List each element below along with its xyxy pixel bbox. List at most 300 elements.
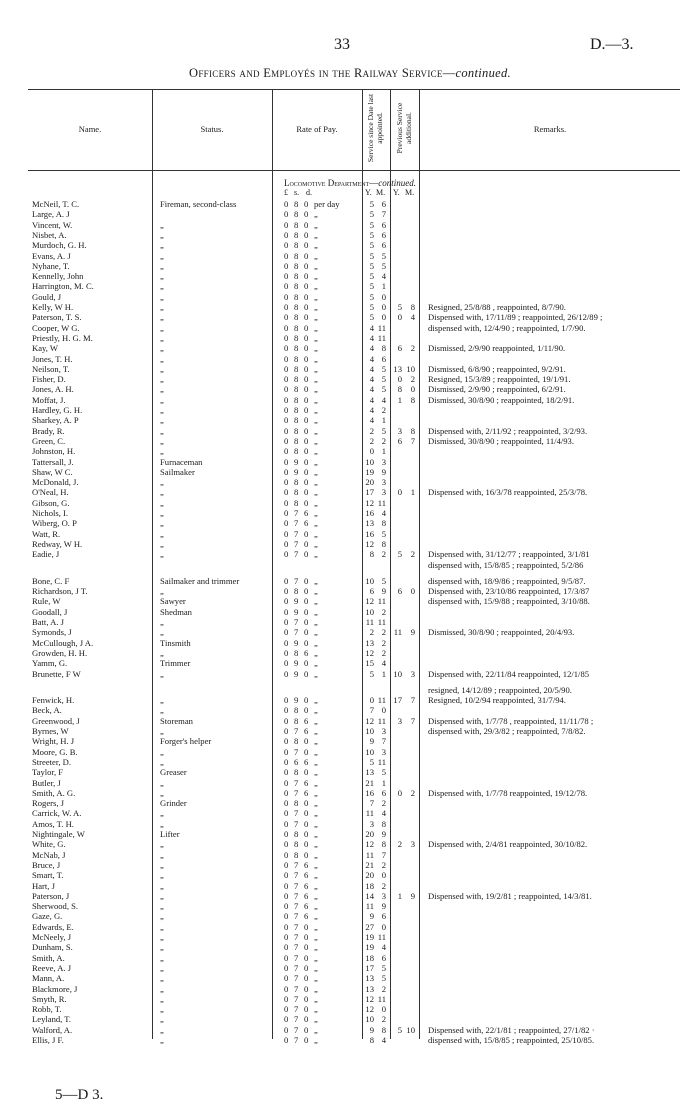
cell-status: Forger's helper (160, 736, 212, 747)
cell-y: 5 (369, 271, 374, 282)
cell-y: 18 (365, 952, 374, 963)
cell-l: 0 (284, 658, 289, 669)
cell-py: 0 (397, 787, 402, 798)
cell-rem: Resigned, 25/8/88 , reappointed, 8/7/90. (428, 302, 566, 312)
cell-name: Evans, A. J (32, 250, 71, 261)
cell-l: 0 (284, 726, 289, 736)
col-header-previous: Previous Service additional. (395, 102, 413, 154)
cell-y: 4 (369, 363, 374, 374)
cell-status: „ (160, 374, 164, 385)
cell-m: 2 (381, 983, 386, 994)
table-row (0, 518, 700, 528)
cell-s: 8 (294, 312, 299, 323)
cell-l: 0 (284, 394, 289, 405)
cell-s: 7 (294, 726, 299, 736)
cell-s: 8 (294, 240, 299, 251)
cell-s: 8 (294, 209, 299, 220)
cell-l: 0 (284, 415, 289, 426)
title-text: Officers and Employés in the Railway Service— (189, 66, 456, 80)
cell-rem: Dispensed with, 23/10/86 reappointed, 17/3/87 (428, 586, 590, 597)
cell-y: 13 (365, 973, 374, 984)
cell-l: 0 (284, 983, 289, 994)
cell-d: 0 (304, 291, 309, 302)
cell-y: 5 (369, 668, 374, 679)
cell-s: 7 (294, 942, 299, 953)
table-row (0, 199, 700, 209)
cell-l: 0 (284, 596, 289, 607)
cell-d: 0 (304, 466, 309, 477)
cell-m: 7 (381, 849, 386, 860)
table-row (0, 426, 700, 436)
cell-status: „ (160, 647, 164, 658)
cell-d: 0 (304, 332, 309, 343)
table-row (0, 1025, 700, 1035)
cell-d: 0 (304, 209, 309, 220)
table-row (0, 736, 700, 746)
table-row (0, 829, 700, 839)
cell-status: Grinder (160, 798, 187, 809)
cell-status: „ (160, 911, 164, 922)
cell-name: McNeil, T. C. (32, 199, 80, 209)
cell-status: „ (160, 435, 164, 446)
cell-py: 11 (393, 627, 402, 638)
cell-s: 7 (294, 538, 299, 549)
table-row (0, 901, 700, 911)
cell-d: 0 (304, 942, 309, 953)
cell-l: 0 (284, 322, 289, 333)
cell-name: Johnston, H. (32, 446, 76, 457)
cell-status: „ (160, 1014, 164, 1025)
cell-l: 0 (284, 1004, 289, 1015)
cell-py: 17 (393, 695, 402, 706)
cell-l: 0 (284, 756, 289, 767)
cell-y: 13 (365, 637, 374, 648)
cell-status: Sawyer (160, 596, 186, 607)
cell-d: 6 (304, 756, 309, 767)
cell-s: 7 (294, 1035, 299, 1045)
cell-pm: 4 (410, 312, 415, 323)
table-row (0, 576, 700, 586)
cell-unit: „ (314, 586, 318, 597)
cell-d: 0 (304, 425, 309, 436)
cell-unit: „ (314, 658, 318, 669)
table-row (0, 695, 700, 705)
cell-s: 7 (294, 777, 299, 788)
cell-l: 0 (284, 787, 289, 798)
table-row (0, 446, 700, 456)
cell-m: 7 (381, 736, 386, 747)
cell-status: Lifter (160, 829, 180, 839)
cell-status: Tinsmith (160, 637, 191, 648)
cell-d: 6 (304, 901, 309, 912)
cell-l: 0 (284, 705, 289, 716)
cell-l: 0 (284, 229, 289, 240)
cell-unit: „ (314, 911, 318, 922)
table-row (0, 788, 700, 798)
cell-l: 0 (284, 1014, 289, 1025)
cell-m: 6 (381, 199, 386, 209)
table-row (0, 1004, 700, 1014)
cell-y: 12 (365, 538, 374, 549)
cell-l: 0 (284, 343, 289, 354)
cell-l: 0 (284, 425, 289, 436)
cell-s: 8 (294, 322, 299, 333)
cell-m: 11 (377, 497, 386, 508)
cell-l: 0 (284, 921, 289, 932)
table-row (0, 415, 700, 425)
cell-name: Jones, T. H. (32, 353, 73, 364)
unit-shillings: s. (294, 188, 300, 197)
cell-status: „ (160, 302, 164, 312)
cell-s: 7 (294, 880, 299, 891)
cell-y: 13 (365, 983, 374, 994)
cell-status: „ (160, 890, 164, 901)
cell-y: 6 (369, 586, 374, 597)
cell-l: 0 (284, 637, 289, 648)
cell-name: Paterson, T. S. (32, 312, 82, 323)
cell-l: 0 (284, 695, 289, 706)
cell-l: 0 (284, 487, 289, 498)
cell-status: „ (160, 497, 164, 508)
cell-s: 8 (294, 435, 299, 446)
table-row (0, 669, 700, 679)
cell-unit: „ (314, 405, 318, 415)
cell-rem: Dispensed with, 1/7/78 reappointed, 19/12/78. (428, 787, 588, 798)
cell-unit: „ (314, 575, 318, 586)
cell-name: Yamm, G. (32, 658, 68, 669)
table-row (0, 436, 700, 446)
cell-s: 8 (294, 281, 299, 292)
cell-s: 8 (294, 497, 299, 508)
cell-l: 0 (284, 829, 289, 839)
cell-d: 0 (304, 302, 309, 312)
cell-unit: „ (314, 528, 318, 539)
cell-name: McNeely, J (32, 932, 72, 942)
header-top-rule (28, 89, 680, 90)
cell-py: 5 (397, 549, 402, 560)
cell-status: „ (160, 756, 164, 767)
cell-unit: „ (314, 425, 318, 436)
cell-unit: „ (314, 281, 318, 292)
cell-rem: Dispensed with, 31/12/77 ; reappointed, 3/1/81 (428, 549, 590, 560)
cell-s: 7 (294, 859, 299, 870)
cell-l: 0 (284, 302, 289, 312)
cell-status: „ (160, 668, 164, 679)
cell-name: Wiberg, O. P (32, 518, 77, 529)
cell-y: 5 (369, 229, 374, 240)
cell-y: 13 (365, 767, 374, 778)
cell-d: 6 (304, 859, 309, 870)
cell-name: Bone, C. F (32, 575, 70, 586)
cell-name: Streeter, D. (32, 756, 72, 767)
cell-d: 0 (304, 849, 309, 860)
unit-pence: d. (306, 188, 312, 197)
cell-s: 7 (294, 528, 299, 539)
cell-y: 8 (369, 549, 374, 560)
cell-l: 0 (284, 859, 289, 870)
col-header-rate: Rate of Pay. (296, 124, 338, 134)
cell-l: 0 (284, 606, 289, 617)
cell-y: 5 (369, 302, 374, 312)
cell-s: 8 (294, 487, 299, 498)
cell-status: „ (160, 818, 164, 829)
cell-l: 0 (284, 363, 289, 374)
cell-status: „ (160, 901, 164, 912)
unit-service-years: Y. (365, 188, 372, 197)
cell-status: „ (160, 415, 164, 426)
cell-rem: Dispensed with, 2/4/81 reappointed, 30/10/82. (428, 839, 588, 850)
cell-status: „ (160, 839, 164, 850)
table-row (0, 973, 700, 983)
cell-status: „ (160, 332, 164, 343)
cell-unit: „ (314, 363, 318, 374)
cell-y: 12 (365, 993, 374, 1004)
cell-pm: 3 (410, 668, 415, 679)
cell-status: „ (160, 695, 164, 706)
cell-d: 0 (304, 695, 309, 706)
cell-m: 11 (377, 695, 386, 706)
cell-m: 1 (381, 281, 386, 292)
cell-d: 0 (304, 477, 309, 488)
cell-d: 6 (304, 787, 309, 798)
table-row (0, 798, 700, 808)
cell-name: Hart, J (32, 880, 55, 891)
cell-unit: „ (314, 787, 318, 798)
cell-m: 9 (381, 901, 386, 912)
cell-py: 5 (397, 302, 402, 312)
cell-y: 5 (369, 250, 374, 261)
cell-m: 6 (381, 219, 386, 230)
cell-unit: „ (314, 993, 318, 1004)
cell-m: 2 (381, 549, 386, 560)
cell-rem: dispensed with, 15/8/85 ; reappointed, 5/2/86 (428, 559, 584, 570)
cell-m: 2 (381, 637, 386, 648)
table-row (0, 333, 700, 343)
cell-unit: „ (314, 746, 318, 757)
cell-rem: Dispensed with, 2/11/92 ; reappointed, 3/2/93. (428, 425, 588, 436)
cell-pm: 2 (410, 343, 415, 354)
cell-d: 0 (304, 637, 309, 648)
cell-name: Large, A. J (32, 209, 70, 220)
cell-y: 4 (369, 353, 374, 364)
cell-l: 0 (284, 627, 289, 638)
cell-m: 8 (381, 538, 386, 549)
cell-status: „ (160, 993, 164, 1004)
cell-unit: „ (314, 617, 318, 627)
cell-d: 0 (304, 456, 309, 467)
cell-s: 8 (294, 829, 299, 839)
cell-d: 6 (304, 647, 309, 658)
table-row (0, 323, 700, 333)
cell-d: 0 (304, 617, 309, 627)
cell-l: 0 (284, 497, 289, 508)
cell-l: 0 (284, 405, 289, 415)
cell-unit: „ (314, 890, 318, 901)
cell-m: 6 (381, 911, 386, 922)
cell-d: 0 (304, 343, 309, 354)
cell-l: 0 (284, 839, 289, 850)
cell-unit: „ (314, 260, 318, 271)
cell-d: 0 (304, 736, 309, 747)
cell-name: Taylor, F (32, 767, 64, 778)
cell-y: 5 (369, 312, 374, 323)
cell-status: „ (160, 343, 164, 354)
cell-name: Mann, A. (32, 973, 65, 984)
cell-rem: Dismissed, 30/8/90 ; reappointed, 18/2/91. (428, 394, 575, 405)
cell-unit: „ (314, 374, 318, 385)
section-heading (0, 178, 700, 188)
cell-unit: „ (314, 715, 318, 726)
cell-unit: „ (314, 932, 318, 942)
cell-y: 4 (369, 384, 374, 395)
cell-y: 2 (369, 425, 374, 436)
cell-y: 5 (369, 199, 374, 209)
cell-m: 8 (381, 818, 386, 829)
cell-s: 8 (294, 374, 299, 385)
cell-m: 2 (381, 435, 386, 446)
cell-s: 8 (294, 332, 299, 343)
cell-s: 7 (294, 870, 299, 881)
cell-m: 0 (381, 312, 386, 323)
table-row (0, 374, 700, 384)
cell-unit: „ (314, 1024, 318, 1035)
cell-m: 2 (381, 606, 386, 617)
cell-unit: „ (314, 435, 318, 446)
cell-unit: „ (314, 705, 318, 716)
cell-d: 0 (304, 415, 309, 426)
cell-y: 2 (369, 435, 374, 446)
cell-y: 18 (365, 880, 374, 891)
cell-pm: 9 (410, 890, 415, 901)
table-row (0, 560, 700, 570)
cell-rem: dispensed with, 29/3/82 ; reappointed, 7/8/82. (428, 726, 586, 736)
cell-status: „ (160, 446, 164, 457)
cell-status: „ (160, 952, 164, 963)
cell-unit: „ (314, 756, 318, 767)
cell-m: 4 (381, 508, 386, 518)
page-title (0, 66, 700, 81)
cell-rem: Dismissed, 30/8/90 ; reappointed, 11/4/93. (428, 435, 575, 446)
cell-status: „ (160, 849, 164, 860)
cell-l: 0 (284, 528, 289, 539)
cell-s: 7 (294, 932, 299, 942)
cell-s: 8 (294, 839, 299, 850)
cell-s: 8 (294, 405, 299, 415)
cell-pm: 2 (410, 549, 415, 560)
cell-d: 0 (304, 1014, 309, 1025)
cell-y: 3 (369, 818, 374, 829)
cell-name: Murdoch, G. H. (32, 240, 87, 251)
table-row (0, 819, 700, 829)
table-row (0, 220, 700, 230)
table-row (0, 467, 700, 477)
header-bottom-rule (28, 170, 680, 171)
cell-name: Walford, A. (32, 1024, 73, 1035)
cell-l: 0 (284, 538, 289, 549)
cell-name: Paterson, J (32, 890, 70, 901)
cell-pm: 7 (410, 715, 415, 726)
cell-s: 8 (294, 343, 299, 354)
cell-status: „ (160, 394, 164, 405)
cell-s: 9 (294, 596, 299, 607)
cell-y: 4 (369, 405, 374, 415)
cell-l: 0 (284, 880, 289, 891)
cell-name: McCullough, J A. (32, 637, 94, 648)
cell-name: Beck, A. (32, 705, 62, 716)
cell-m: 2 (381, 405, 386, 415)
cell-m: 1 (381, 777, 386, 788)
cell-name: Gaze, G. (32, 911, 63, 922)
cell-s: 7 (294, 787, 299, 798)
cell-unit: „ (314, 818, 318, 829)
cell-status: Trimmer (160, 658, 191, 669)
footer-reference: 5—D 3. (55, 1087, 104, 1103)
table-row (0, 596, 700, 606)
cell-name: Nichols, I. (32, 508, 69, 518)
cell-unit: „ (314, 962, 318, 973)
cell-s: 7 (294, 746, 299, 757)
cell-s: 8 (294, 302, 299, 312)
cell-m: 0 (381, 302, 386, 312)
cell-m: 5 (381, 767, 386, 778)
cell-d: 0 (304, 549, 309, 560)
table-row (0, 343, 700, 353)
cell-l: 0 (284, 549, 289, 560)
table-row (0, 767, 700, 777)
cell-m: 5 (381, 260, 386, 271)
cell-m: 11 (377, 332, 386, 343)
cell-unit: „ (314, 487, 318, 498)
section-suffix: continued. (378, 178, 417, 188)
cell-l: 0 (284, 942, 289, 953)
table-row (0, 209, 700, 219)
cell-s: 7 (294, 911, 299, 922)
cell-name: White, G. (32, 839, 66, 850)
cell-unit: „ (314, 870, 318, 881)
col-header-status: Status. (200, 124, 224, 134)
cell-unit: „ (314, 952, 318, 963)
table-row (0, 1014, 700, 1024)
cell-name: Nisbet, A. (32, 229, 67, 240)
table-row (0, 658, 700, 668)
cell-status: „ (160, 617, 164, 627)
cell-name: McDonald, J. (32, 477, 79, 488)
cell-m: 6 (381, 787, 386, 798)
cell-name: Goodall, J (32, 606, 68, 617)
cell-name: Fenwick, H. (32, 695, 75, 706)
cell-d: 0 (304, 921, 309, 932)
table-row (0, 405, 700, 415)
cell-rem: resigned, 14/12/89 ; reappointed, 20/5/90. (428, 684, 572, 695)
cell-name: Greenwood, J (32, 715, 80, 726)
cell-status: Sailmaker (160, 466, 195, 477)
cell-m: 2 (381, 880, 386, 891)
table-row (0, 839, 700, 849)
cell-y: 16 (365, 508, 374, 518)
cell-unit: „ (314, 219, 318, 230)
cell-name: Smith, A. G. (32, 787, 76, 798)
table-row (0, 922, 700, 932)
cell-d: 0 (304, 260, 309, 271)
cell-s: 8 (294, 363, 299, 374)
cell-py: 1 (397, 890, 402, 901)
cell-m: 2 (381, 859, 386, 870)
cell-s: 8 (294, 647, 299, 658)
table-row (0, 240, 700, 250)
cell-py: 1 (397, 394, 402, 405)
cell-pm: 0 (410, 586, 415, 597)
cell-unit: „ (314, 456, 318, 467)
